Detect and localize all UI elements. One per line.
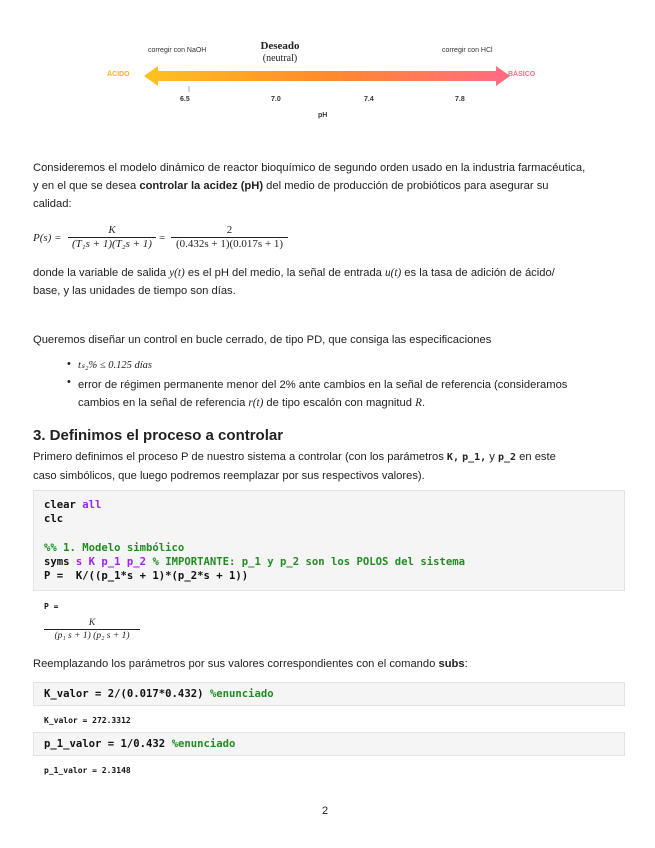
text: caso simbólicos, que luego podremos reemplazar por sus respectivos valores). [33, 470, 425, 482]
tick-label: 6.5 [180, 96, 190, 103]
subs-paragraph [33, 655, 625, 673]
output-k-value: K_valor = 272.3312 [44, 716, 131, 725]
denominator: (0.432s + 1)(0.017s + 1) [175, 238, 284, 250]
code-line: syms s K p_1 p_2 % IMPORTANTE: p_1 y p_2 son los POLOS del sistema [44, 556, 465, 568]
bullet-dot: • [67, 358, 71, 370]
text: es la tasa de adición de ácido/ [401, 267, 555, 279]
text: donde la variable de salida [33, 267, 170, 279]
code-comment: %% 1. Modelo simbólico [44, 542, 185, 554]
variables-paragraph [33, 264, 625, 300]
intro-paragraph [33, 159, 625, 213]
text: . [421, 397, 426, 409]
desired-subtitle: (neutral) [262, 53, 298, 64]
desired-title: Deseado [260, 40, 300, 52]
tick-label: 7.0 [271, 96, 281, 103]
text: en este [516, 451, 556, 463]
bold-text: subs [438, 658, 465, 670]
code-line: P = K/((p_1*s + 1)*(p_2*s + 1)) [44, 570, 249, 582]
output-label: P = [44, 602, 59, 611]
section-intro [33, 448, 625, 485]
code-block-p1-value[interactable] [33, 732, 625, 756]
text: base, y las unidades de tiempo son días. [33, 285, 236, 297]
text: Reemplazando los parámetros por sus valores correspondientes con el comando [33, 658, 439, 670]
tick-label: 7.4 [364, 96, 374, 103]
text: y en el que se desea [33, 180, 140, 192]
code-block-k-value[interactable] [33, 682, 625, 706]
text: Primero definimos el proceso P de nuestro sistema a controlar (con los parámetros [33, 451, 447, 463]
text: error de régimen permanente menor del 2% ante cambios en la señal de referencia (consideramos [78, 379, 568, 391]
code-line: p_1_valor = 1/0.432 %enunciado [44, 738, 236, 750]
text: Consideremos el modelo dinámico de reactor bioquímico de segundo orden usado en la industria farmacéutica, [33, 162, 586, 174]
text: es el pH del medio, la señal de entrada [184, 267, 386, 279]
ph-arrow [0, 0, 655, 130]
naoh-note: corregir con NaOH [148, 47, 207, 54]
code-line: clear all [44, 499, 102, 511]
numerator: K [88, 618, 96, 628]
text: calidad: [33, 198, 72, 210]
numerator: K [108, 224, 116, 236]
specs-paragraph: Queremos diseñar un control en bucle cerrado, de tipo PD, que consiga las especificaciones [33, 334, 492, 346]
text: : [464, 658, 468, 670]
equals-sign: = [159, 232, 166, 244]
denominator: (p₁ s + 1) (p₂ s + 1) [54, 631, 130, 641]
text: y [486, 451, 498, 463]
formula-lhs: P(s) = [33, 232, 62, 244]
spec-settling-time: tₛ₂% ≤ 0.125 días [78, 360, 152, 371]
output-p1-value: p_1_valor = 2.3148 [44, 766, 131, 775]
code-line: K_valor = 2/(0.017*0.432) %enunciado [44, 688, 274, 700]
acid-label: ÁCIDO [107, 71, 130, 78]
basic-label: BÁSICO [508, 71, 536, 78]
section-title: 3. Definimos el proceso a controlar [33, 427, 284, 444]
bullet-dot: • [67, 376, 71, 388]
bold-text: controlar la acidez (pH) [139, 180, 264, 192]
denominator: (T₁s + 1)(T₂s + 1) [72, 238, 152, 250]
code-block-model[interactable] [33, 490, 625, 591]
numerator: 2 [226, 224, 233, 236]
code-inline: K, [446, 452, 459, 463]
code-line: clc [44, 513, 64, 525]
hcl-note: corregir con HCl [442, 47, 493, 54]
code-inline: p_2 [497, 452, 517, 463]
math-var: r(t) [248, 397, 264, 409]
tick-label: 7.8 [455, 96, 465, 103]
text: de tipo escalón con magnitud [263, 397, 416, 409]
fraction-symbolic [68, 224, 156, 251]
ph-axis-label: pH [318, 112, 328, 119]
spec-steady-state-error [78, 376, 626, 412]
math-var: R [415, 397, 422, 409]
code-inline: p_1, [462, 452, 487, 463]
fraction-numeric [171, 224, 288, 251]
output-fraction [44, 618, 140, 642]
math-var: u(t) [385, 267, 402, 279]
text: cambios en la señal de referencia [78, 397, 249, 409]
page-number: 2 [322, 805, 329, 817]
math-var: y(t) [169, 267, 185, 279]
text: del medio de producción de probióticos para asegurar su [263, 180, 549, 192]
